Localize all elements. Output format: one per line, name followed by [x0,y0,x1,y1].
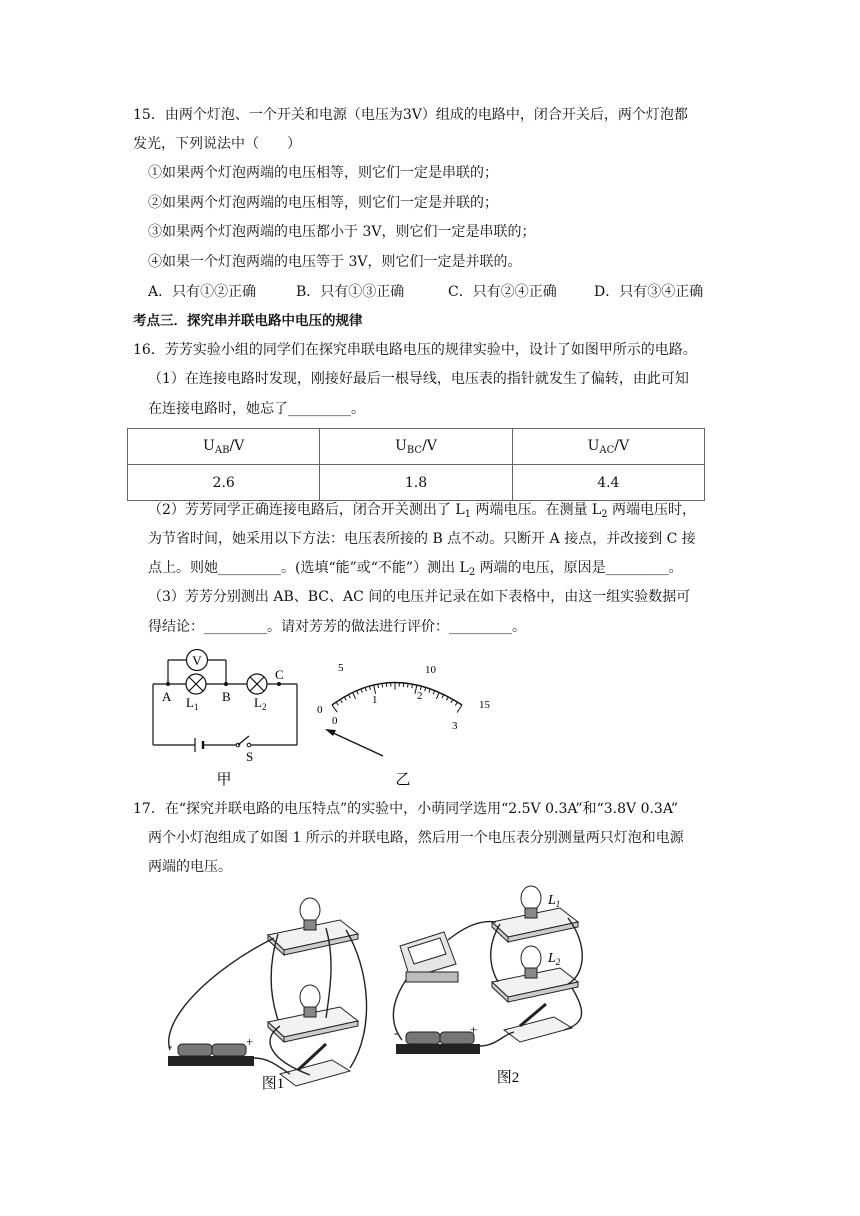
q16-part1-line2: 在连接电路时，她忘了_________。 [148,401,365,417]
q15-statement-3: ③如果两个灯泡两端的电压都小于 3V，则它们一定是串联的； [148,224,536,240]
q15-option-a: A．只有①②正确 [148,284,257,300]
table-header-uab: $U_{AB}/V$ [128,429,320,465]
table-header-row [128,429,705,465]
q15-statement-2: ②如果两个灯泡两端的电压相等，则它们一定是并联的； [148,195,498,211]
circuit-photo-figure-1 [150,890,380,1095]
point-c-label: C [275,667,284,682]
q15-stem-line1: 15．由两个灯泡、一个开关和电源（电压为3V）组成的电路中，闭合开关后，两个灯泡都 [133,107,688,123]
dial-bottom-1: 1 [372,694,378,706]
lamp-l2-label: $L_2$ [254,695,267,712]
dial-tick [344,697,346,701]
dial-tick [433,691,435,695]
dial-tick [457,705,462,713]
q16-part3-line1: （3）芳芳分别测出 AB、BC、AC 间的电压并记录在如下表格中，由这一组实验数据可 [148,589,691,605]
dial-bottom-0: 0 [332,715,338,727]
table-cell-uab: 2.6 [128,465,320,501]
lamp-l1-label: $L_1$ [186,695,199,712]
dial-tick [446,697,448,701]
q17-line2: 两个小灯泡组成了如图 1 所示的并联电路，然后用一个电压表分别测量两只灯泡和电源 [148,830,684,846]
dial-bottom-2: 2 [417,690,423,702]
bulb-l2-label: $L_2$ [548,951,561,967]
point-b-label: B [222,689,231,704]
q16-part1-line1: （1）在连接电路时发现，刚接好最后一根导线，电压表的指针就发生了偏转，由此可知 [148,371,689,387]
figure-caption-1: 图1 [261,1076,285,1092]
dial-bottom-3: 3 [452,720,458,732]
switch-icon [236,736,251,747]
dial-tick [378,684,379,688]
circuit-diagram-jia [140,644,310,790]
dial-tick [336,702,338,705]
q16-part2-line3: 点上。则她_________。(选填“能”或“不能”）测出 $L_2$ 两端的电压，原因是_________。 [148,560,683,578]
battery-pack-icon [396,1032,480,1054]
table-header-ubc: $U_{BC}/V$ [320,429,512,465]
dial-tick [361,689,362,693]
battery-icon [195,738,203,752]
dial-tick [340,699,342,702]
dial-tick [369,686,370,690]
dial-top-5: 5 [338,662,344,674]
table-cell-ubc: 1.8 [320,465,512,501]
q16-part2-line1: （2）芳芳同学正确连接电路后，闭合开关测出了 $L_1$ 两端电压。在测量 $L_2$ 两端电压时， [148,502,697,520]
battery-plus-label: + [246,1034,254,1049]
q15-option-d: D．只有③④正确 [594,284,704,300]
dial-top-zero: 0 [317,704,323,716]
dial-pointer [325,729,383,756]
dial-tick [357,691,359,695]
dial-tick [429,689,430,693]
point-a-label: A [162,689,172,704]
circuit-photo-figure-2 [388,884,600,1089]
figure-caption-yi: 乙 [395,772,411,788]
q17-line1: 17．在“探究并联电路的电压特点”的实验中，小萌同学选用“2.5V 0.3A”和“3.8V 0.3A” [133,801,679,817]
bulb-l1-label: $L_1$ [548,893,561,909]
figure-caption-jia: 甲 [216,772,232,788]
dial-tick [455,702,457,705]
dial-tick [425,687,426,691]
bulb-icon [300,898,320,1017]
q17-line3: 两端的电压。 [148,859,232,875]
figure-caption-2: 图2 [496,1070,520,1086]
q16-part3-line2: 得结论：_________。请对芳芳的做法进行评价：_________。 [148,619,526,635]
battery-plus-label: + [470,1022,478,1037]
dial-top-10: 10 [425,664,436,676]
dial-tick [353,693,356,699]
dial-tick [408,683,409,687]
dial-tick [365,687,366,691]
q15-option-c: C．只有②④正确 [448,284,557,300]
dial-tick [332,705,337,712]
table-row [128,465,705,501]
voltage-table [127,428,705,501]
dial-tick [382,683,383,687]
q15-option-b: B．只有①③正确 [296,284,405,300]
q16-part2-line2: 为节省时间，她采用以下方法：电压表所接的 B 点不动。只断开 A 接点，并改接到 C 接 [148,531,696,547]
switch-label: S [246,749,254,764]
q16-stem: 16．芳芳实验小组的同学们在探究串联电路电压的规律实验中，设计了如图甲所示的电路。 [133,342,697,358]
dial-tick [412,684,413,688]
dial-tick [442,695,444,699]
q15-statement-1: ①如果两个灯泡两端的电压相等，则它们一定是串联的； [148,165,498,181]
lamp-l1-icon [186,674,206,694]
battery-pack-icon [168,1044,254,1066]
q15-stem-line2: 发光，下列说法中（ ） [133,136,301,152]
dial-tick [436,693,439,699]
lamp-l2-icon [247,674,267,694]
table-header-uac: $U_{AC}/V$ [512,429,704,465]
voltmeter-label: V [192,653,202,668]
voltmeter-dial-yi [305,656,505,790]
dial-top-15: 15 [479,699,490,711]
dial-tick [374,685,376,694]
battery-minus-label: - [394,1025,399,1040]
battery-minus-label: - [168,1038,173,1053]
dial-tick [451,699,453,703]
q15-statement-4: ④如果一个灯泡两端的电压等于 3V，则它们一定是并联的。 [148,254,522,270]
dial-tick [348,695,350,699]
section-heading: 考点三．探究串并联电路中电压的规律 [133,313,363,329]
table-cell-uac: 4.4 [512,465,704,501]
